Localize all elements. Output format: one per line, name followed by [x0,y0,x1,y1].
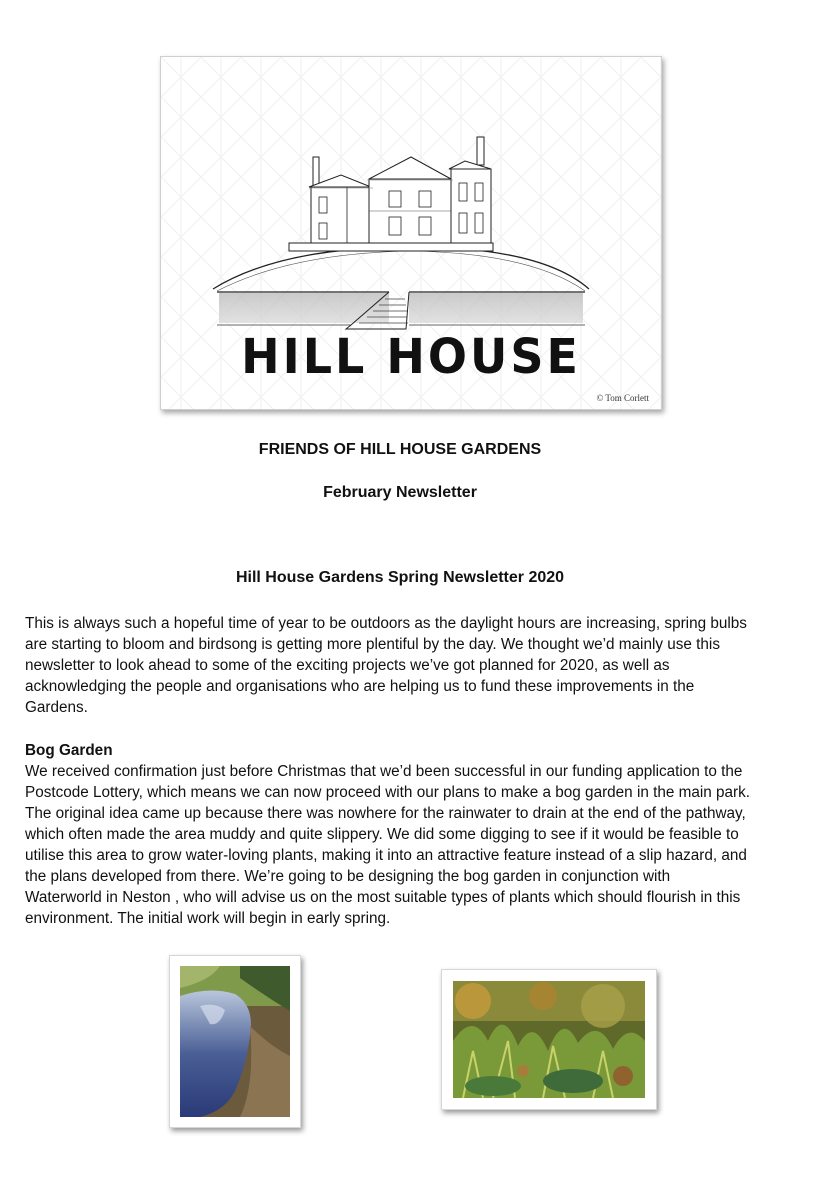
organisation-title: FRIENDS OF HILL HOUSE GARDENS [258,441,542,458]
text-line: We received confirmation just before Christmas that we’d been successful in our funding application to the [25,763,743,780]
text-line: Postcode Lottery, which means we can now proceed with our plans to make a bog garden in the main park. [25,784,751,801]
text-line: newsletter to look ahead to some of the exciting projects we’ve got planned for 2020, as well as [25,657,670,674]
puddle-photo [169,955,301,1128]
text-line: This is always such a hopeful time of year to be outdoors as the daylight hours are increasing, spring bulbs [25,615,747,632]
text-line: Gardens. [25,699,88,716]
newsletter-title: February Newsletter [323,484,477,501]
bog-garden-paragraph [25,761,795,929]
text-line: acknowledging the people and organisations who are helping us to fund these improvements in the [25,678,695,695]
image-credit: © Tom Corlett [596,393,649,403]
article-title: Hill House Gardens Spring Newsletter 2020 [235,569,565,586]
header-illustration [160,56,662,410]
text-line: environment. The initial work will begin in early spring. [25,910,391,927]
text-line: which often made the area muddy and quite slippery. We did some digging to see if it would be feasible to [25,826,739,843]
text-line: Waterworld in Neston , who will advise us on the most suitable types of plants which should flourish in this [25,889,741,906]
hill-house-logo: HILL HOUSE [241,327,581,385]
bog-garden-photo [441,969,657,1110]
bog-garden-heading: Bog Garden [25,742,113,759]
text-line: The original idea came up because there was nowhere for the rainwater to drain at the end of the pathway, [25,805,746,822]
text-line: utilise this area to grow water-loving plants, making it into an attractive feature instead of a slip hazard, and [25,847,747,864]
intro-paragraph [25,613,795,718]
text-line: the plans developed from there. We’re going to be designing the bog garden in conjunction with [25,868,671,885]
text-line: are starting to bloom and birdsong is getting more plentiful by the day. We thought we’d mainly use this [25,636,720,653]
